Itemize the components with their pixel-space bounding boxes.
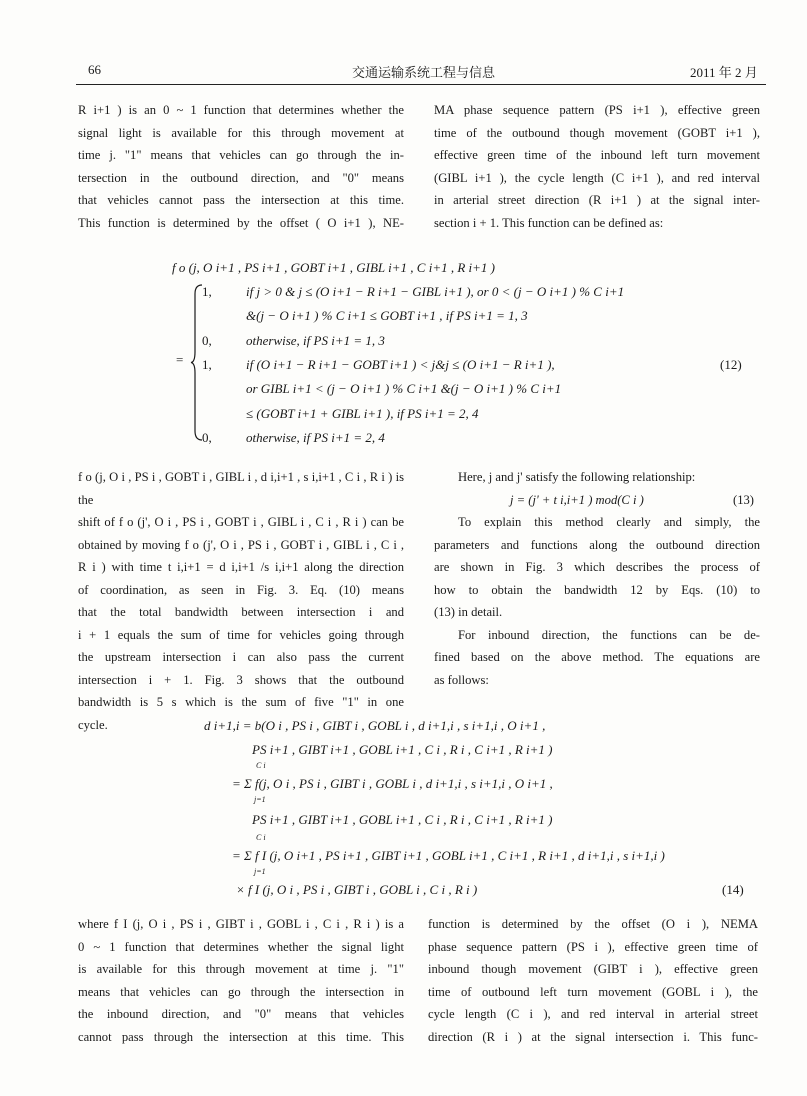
eq12-case-value: 0,	[202, 333, 212, 348]
eq12-case-condition: if j > 0 & j ≤ (O i+1 − R i+1 − GIBL i+1 ), or 0 < (j − O i+1 ) % C i+1	[246, 284, 625, 299]
text-line: function is determined by the offset (O i ), NEMA	[428, 917, 758, 931]
text-line: inbound though movement (GIBT i ), effective green	[428, 962, 758, 976]
text-line: parameters and functions along the outbound direction	[434, 537, 760, 552]
eq12-equals: =	[176, 352, 184, 367]
eq14-line: × f I (j, O i , PS i , GIBT i , GOBL i , C i , R i )	[236, 882, 478, 897]
eq12-case-condition: or GIBL i+1 < (j − O i+1 ) % C i+1 &(j − O i+1 ) % C i+1	[246, 381, 562, 396]
text-line: This function is determined by the offset ( O i+1 ), NE-	[78, 215, 404, 230]
text-line: (GIBL i+1 ), the cycle length (C i+1 ), and red interval	[434, 170, 760, 185]
eq14-sum-upper: C i	[256, 761, 266, 770]
eq12-number: (12)	[720, 357, 742, 372]
text-line: R i+1 ) is an 0 ~ 1 function that determines whether the	[78, 103, 404, 117]
text-line: cycle length (C i ), and red interval in arterial street	[428, 1007, 758, 1021]
text-line: time j. "1" means that vehicles can go through the in-	[78, 148, 404, 162]
text-line: that the total bandwidth between intersection i and	[78, 605, 404, 619]
text-line: is available for this through movement at time j. "1"	[78, 962, 404, 976]
text-line: phase sequence pattern (PS i ), effective green time of	[428, 939, 758, 954]
eq12-case-condition: &(j − O i+1 ) % C i+1 ≤ GOBT i+1 , if PS i+1 = 1, 3	[246, 308, 528, 323]
eq14-line: d i+1,i = b(O i , PS i , GIBT i , GOBL i , d i+1,i , s i+1,i , O i+1 ,	[204, 718, 546, 733]
eq12-case-condition: otherwise, if PS i+1 = 1, 3	[246, 333, 385, 348]
text-line: fined based on the above method. The equations are	[434, 650, 760, 664]
eq14-sum-line: = Σ f(j, O i , PS i , GIBT i , GOBL i , d i+1,i , s i+1,i , O i+1 ,	[232, 776, 553, 791]
text-line: signal light is available for this through movement at	[78, 125, 404, 140]
text-line: as follows:	[434, 672, 489, 687]
eq12-head: f o (j, O i+1 , PS i+1 , GOBT i+1 , GIBL i+1 , C i+1 , R i+1 )	[172, 260, 495, 275]
text-line: i + 1 equals the sum of time for vehicles going through	[78, 627, 404, 642]
equation-13	[434, 489, 760, 512]
eq14-line: PS i+1 , GIBT i+1 , GOBL i+1 , C i , R i , C i+1 , R i+1 )	[252, 742, 553, 757]
text-line: cycle.	[78, 717, 108, 732]
eq12-case-condition: ≤ (GOBT i+1 + GIBL i+1 ), if PS i+1 = 2, 4	[246, 406, 479, 421]
journal-title: 交通运输系统工程与信息	[352, 65, 496, 80]
text-line: where f I (j, O i , PS i , GIBT i , GOBL i , C i , R i ) is a	[78, 917, 404, 931]
text-line: f o (j, O i , PS i , GOBT i , GIBL i , d i,i+1 , s i,i+1 , C i , R i ) is the	[78, 470, 404, 507]
text-line: intersection i + 1. Fig. 3 shows that the outbound	[78, 672, 404, 687]
eq12-case-condition: if (O i+1 − R i+1 − GOBT i+1 ) < j&j ≤ (O i+1 − R i+1 ),	[246, 357, 555, 372]
text-mid-right	[434, 466, 760, 691]
eq12-case-condition: otherwise, if PS i+1 = 2, 4	[246, 430, 385, 445]
eq12-case-value: 1,	[202, 357, 212, 372]
text-line: in arterial street direction (R i+1 ) at the signal inter-	[434, 193, 760, 207]
text-top-left	[78, 99, 404, 234]
text-line: tersection in the outbound direction, and "0" means	[78, 170, 404, 185]
text-line: 0 ~ 1 function that determines whether the signal light	[78, 939, 404, 954]
eq14-sum-upper: C i	[256, 833, 266, 842]
eq13-number: (13)	[733, 492, 754, 507]
text-line: R i ) with time t i,i+1 = d i,i+1 /s i,i+1 along the direction	[78, 560, 404, 574]
text-line: shift of f o (j', O i , PS i , GOBT i , GIBL i , C i , R i ) can be	[78, 515, 404, 529]
text-line: section i + 1. This function can be defined as:	[434, 215, 664, 230]
text-line: MA phase sequence pattern (PS i+1 ), effective green	[434, 103, 760, 117]
text-line: (13) in detail.	[434, 605, 503, 619]
text-line: To explain this method clearly and simply, the	[458, 515, 760, 529]
text-line: Here, j and j' satisfy the following relationship:	[458, 470, 696, 484]
text-line: means that vehicles can go through the intersection in	[78, 984, 404, 999]
text-line: cannot pass through the intersection at this time. This	[78, 1029, 404, 1044]
issue-date: 2011 年 2 月	[690, 65, 758, 80]
eq14-sum-line: = Σ f I (j, O i+1 , PS i+1 , GIBT i+1 , GOBL i+1 , C i+1 , R i+1 , d i+1,i , s i+1,i )	[232, 848, 665, 863]
text-line: time of the outbound though movement (GOBT i+1 ),	[434, 125, 760, 140]
eq14-line: PS i+1 , GIBT i+1 , GOBL i+1 , C i , R i , C i+1 , R i+1 )	[252, 812, 553, 827]
text-line: how to obtain the bandwidth 12 by Eqs. (10) to	[434, 582, 760, 597]
text-line: direction (R i ) at the signal intersection i. This func-	[428, 1029, 758, 1044]
text-line: that vehicles cannot pass the intersection at this time.	[78, 193, 404, 207]
text-line: For inbound direction, the functions can be de-	[458, 627, 760, 642]
text-bottom-right	[428, 913, 758, 1048]
page-number: 66	[88, 62, 101, 77]
eq12-case-value: 0,	[202, 430, 212, 445]
eq14-number: (14)	[722, 882, 744, 897]
text-line: bandwidth is 5 s which is the sum of five "1" in one	[78, 695, 404, 709]
eq12-case-value: 1,	[202, 284, 212, 299]
text-line: effective green time of the inbound left turn movement	[434, 148, 760, 162]
eq13-body: j = (j' + t i,i+1 ) mod(C i )	[510, 492, 644, 507]
eq14-sum-lower: j=1	[254, 867, 266, 876]
text-line: obtained by moving f o (j', O i , PS i , GOBT i , GIBL i , C i ,	[78, 537, 404, 552]
text-line: are shown in Fig. 3 which describes the process of	[434, 560, 760, 574]
header-rule	[76, 84, 766, 85]
text-line: of coordination, as seen in Fig. 3. Eq. (10) means	[78, 582, 404, 597]
text-top-right	[434, 99, 760, 234]
text-line: the inbound direction, and "0" means that vehicles	[78, 1007, 404, 1021]
text-mid-left	[78, 466, 404, 736]
eq14-sum-lower: j=1	[254, 795, 266, 804]
text-bottom-left	[78, 913, 404, 1048]
text-line: the upstream intersection i can also pass the current	[78, 650, 404, 664]
text-line: time of outbound left turn movement (GOBL i ), the	[428, 984, 758, 999]
